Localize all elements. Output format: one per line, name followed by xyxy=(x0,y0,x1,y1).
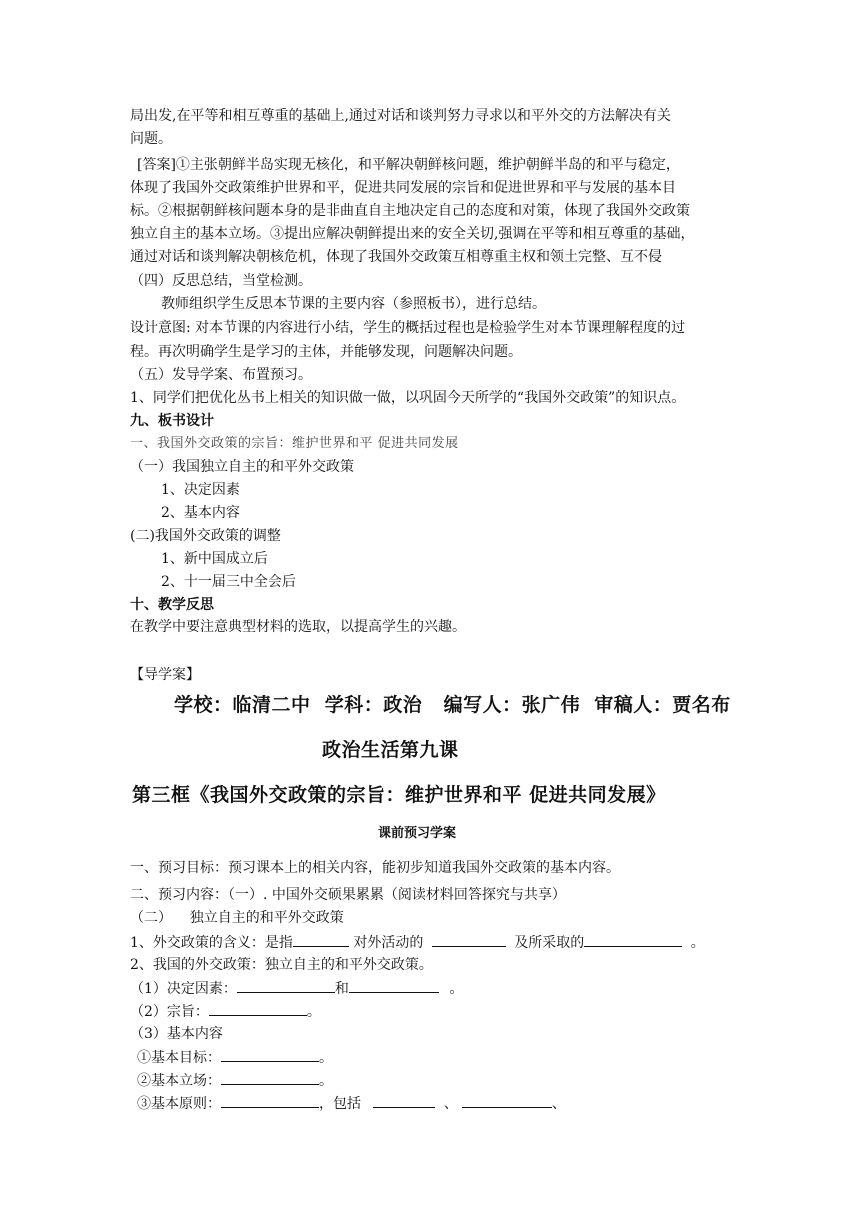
question-2: 2、我国的外交政策：独立自主的和平外交政策。 xyxy=(130,957,433,973)
question-text: 。 xyxy=(319,1073,333,1089)
question-text: 及所采取的 xyxy=(514,935,585,951)
question-text: （2）宗旨： xyxy=(130,1004,209,1020)
question-text: 。 xyxy=(306,1004,321,1020)
paragraph-line: 局出发,在平等和相互尊重的基础上,通过对话和谈判努力寻求以和平外交的方法解决有关 xyxy=(130,108,671,124)
answer-line: 体现了我国外交政策维护世界和平，促进共同发展的宗旨和促进世界和平与发展的基本目 xyxy=(130,180,676,196)
basic-stance-line xyxy=(137,1069,333,1092)
paragraph-line: 程。再次明确学生是学习的主体，并能够发现，问题解决问题。 xyxy=(130,344,522,360)
guide-label: 【导学案】 xyxy=(130,667,200,683)
question-text: 对外活动的 xyxy=(353,935,424,951)
question-text: （1）决定因素： xyxy=(130,981,237,997)
question-text: ③基本原则： xyxy=(137,1096,221,1112)
board-line: 一、我国外交政策的宗旨：维护世界和平 促进共同发展 xyxy=(130,436,459,451)
preview-subheading: （二） 独立自主的和平外交政策 xyxy=(130,910,344,926)
paragraph-line: 设计意图: 对本节课的内容进行小结，学生的概括过程也是检验学生对本节课理解程度的过 xyxy=(130,320,686,336)
answer-blank[interactable] xyxy=(584,931,682,947)
frame-title: 第三框《我国外交政策的宗旨：维护世界和平 促进共同发展》 xyxy=(132,784,666,806)
board-line: (二)我国外交政策的调整 xyxy=(130,528,281,544)
board-line: （一）我国独立自主的和平外交政策 xyxy=(130,459,354,475)
question-text: 。 xyxy=(690,935,705,951)
basic-principle-line xyxy=(137,1092,566,1115)
board-line: 1、新中国成立后 xyxy=(161,551,268,567)
question-2-2 xyxy=(130,1000,321,1023)
answer-line: [答案]①主张朝鲜半岛实现无核化，和平解决朝鲜核问题，维护朝鲜半岛的和平与稳定， xyxy=(137,157,680,173)
question-text: 、 xyxy=(551,1096,566,1112)
question-2-1 xyxy=(130,977,463,1000)
answer-line: 独立自主的基本立场。③提出应解决朝鲜提出来的安全关切,强调在平等和相互尊重的基础， xyxy=(130,226,695,242)
section-heading: （五）发导学案、布置预习。 xyxy=(130,367,312,383)
question-text: 1、外交政策的含义：是指 xyxy=(130,935,293,951)
question-text: ②基本立场： xyxy=(137,1073,221,1089)
question-1 xyxy=(130,931,705,954)
question-text: 、 xyxy=(443,1096,458,1112)
question-text: 和 xyxy=(334,981,349,997)
answer-blank[interactable] xyxy=(349,977,439,993)
question-text: ①基本目标： xyxy=(137,1050,221,1066)
paragraph-line: 问题。 xyxy=(130,131,172,147)
answer-blank[interactable] xyxy=(373,1092,435,1108)
paragraph-line: 1、同学们把优化丛书上相关的知识做一做，以巩固今天所学的“我国外交政策”的知识点。 xyxy=(130,390,686,406)
answer-blank[interactable] xyxy=(221,1069,319,1085)
answer-blank[interactable] xyxy=(221,1092,319,1108)
paragraph-line: 教师组织学生反思本节课的主要内容（参照板书），进行总结。 xyxy=(161,296,546,312)
question-text: 。 xyxy=(449,981,464,997)
reflection-heading: 十、教学反思 xyxy=(130,597,214,613)
lesson-title: 政治生活第九课 xyxy=(322,739,459,761)
answer-blank[interactable] xyxy=(293,931,349,947)
answer-blank[interactable] xyxy=(462,1092,552,1108)
answer-blank[interactable] xyxy=(209,1000,307,1016)
board-line: 2、基本内容 xyxy=(161,505,240,521)
answer-line: 标。②根据朝鲜核问题本身的是非曲直自主地决定自己的态度和对策，体现了我国外交政策 xyxy=(130,203,690,219)
school-info-line: 学校：临清二中 学科：政治 编写人：张广伟 审稿人：贾名布 xyxy=(174,694,731,716)
question-2-3: （3）基本内容 xyxy=(130,1026,223,1042)
board-line: 1、决定因素 xyxy=(161,482,240,498)
basic-goal-line xyxy=(137,1046,333,1069)
answer-blank[interactable] xyxy=(432,931,506,947)
board-line: 2、十一届三中全会后 xyxy=(161,574,296,590)
answer-blank[interactable] xyxy=(221,1046,319,1062)
section-heading: （四）反思总结，当堂检测。 xyxy=(130,273,312,289)
answer-blank[interactable] xyxy=(237,977,335,993)
preview-content: 二、预习内容：（一）. 中国外交硕果累累（阅读材料回答探究与共享） xyxy=(130,887,566,903)
preview-goal: 一、预习目标：预习课本上的相关内容，能初步知道我国外交政策的基本内容。 xyxy=(130,860,620,876)
board-design-heading: 九、板书设计 xyxy=(130,413,214,429)
question-text: 。 xyxy=(319,1050,333,1066)
answer-line: 通过对话和谈判解决朝核危机，体现了我国外交政策互相尊重主权和领土完整、互不侵 xyxy=(130,249,662,265)
paragraph-line: 在教学中要注意典型材料的选取，以提高学生的兴趣。 xyxy=(130,619,466,635)
preview-title: 课前预习学案 xyxy=(378,826,457,841)
question-text: ，包括 xyxy=(319,1096,361,1112)
